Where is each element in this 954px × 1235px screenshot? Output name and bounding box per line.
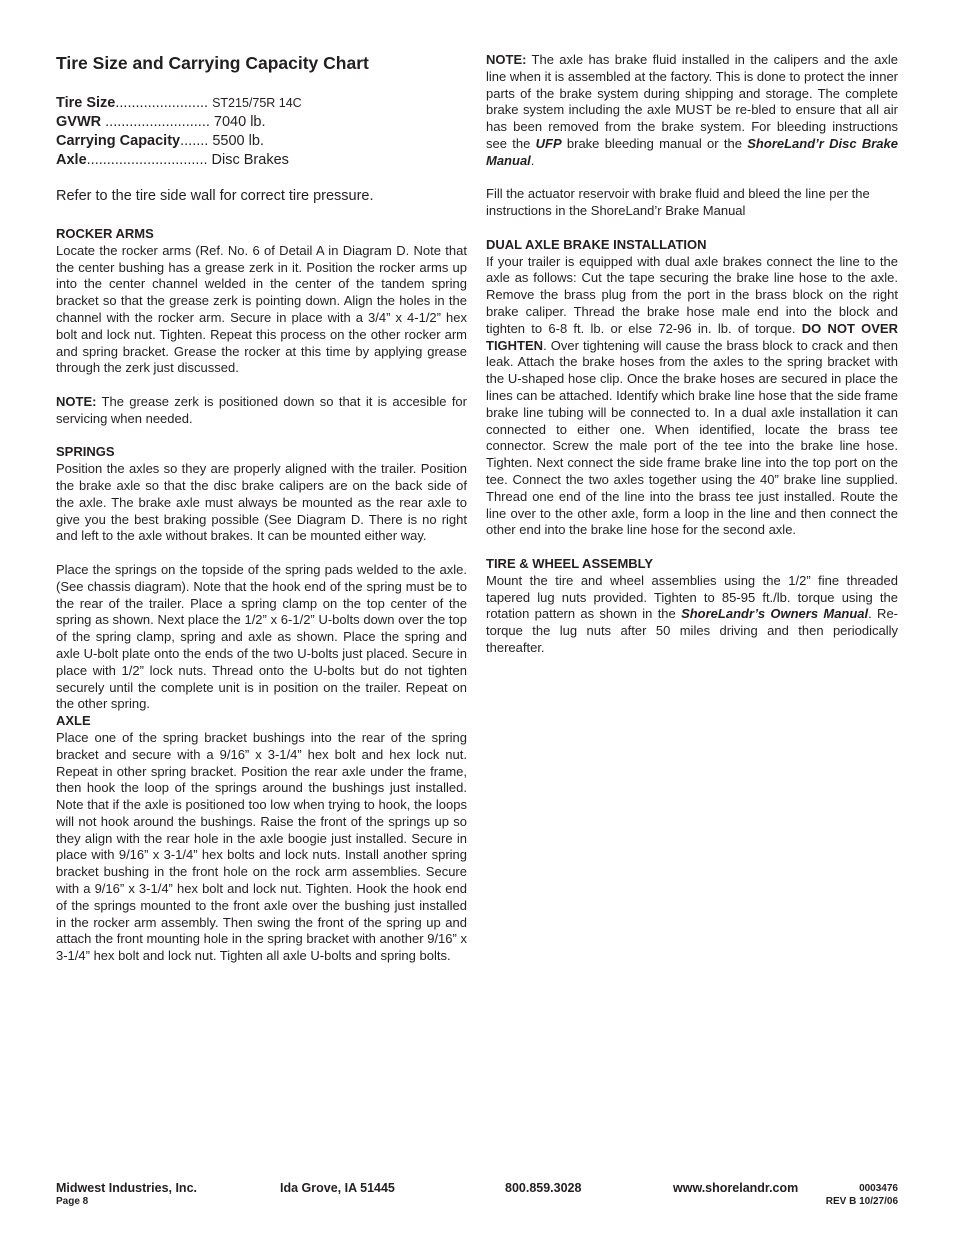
owners-manual-ref: ShoreLandr’s Owners Manual [681,606,869,622]
footer-doc-number: 0003476 [859,1183,898,1194]
note-label: NOTE: [486,52,527,67]
spec-value: 5500 lb. [212,133,264,149]
tire-wheel-body [486,573,898,657]
spec-dots: ....................... [115,95,209,111]
spec-row-tire-size [56,94,467,113]
spec-value: ST215/75R 14C [212,96,302,110]
spec-list [56,94,467,170]
tire-wheel-heading: TIRE & WHEEL ASSEMBLY [486,555,654,571]
body-text: If your trailer is equipped with dual axle brakes connect the line to the axle as follows: Cut the tape securing the brake line hose to the axle. Remove the brass plug from the port in the brass block on the right brake caliper. Thread the brake hose male end into the block and tighten to 6-8 ft. lb. or else 72-96 in. lb. of torque. [486,253,898,336]
spec-dots: .............................. [86,152,208,168]
note-text: The grease zerk is positioned down so that it is accesible for servicing when needed. [56,393,467,426]
dual-axle-body [486,254,898,540]
axle-heading: AXLE [56,713,91,729]
spec-row-axle [56,151,467,170]
footer-page-number: Page 8 [56,1196,89,1207]
rocker-arms-heading: ROCKER ARMS [56,226,154,241]
rocker-arms-note [56,394,467,428]
spec-label: Axle [56,152,87,168]
body-text: . Re-torque the lug nuts after 50 miles driving and then periodically thereafter. [486,606,899,655]
spec-label: Tire Size [56,95,116,111]
footer-revision: REV B 10/27/06 [825,1196,898,1207]
spec-row-gvwr [56,113,467,132]
spec-row-carrying-capacity [56,132,467,151]
spec-label: Carrying Capacity [56,133,181,149]
do-not-over-tighten-warning: DO NOT OVER TIGHTEN [486,320,898,353]
spec-label: GVWR [56,114,102,130]
tire-pressure-note: Refer to the tire side wall for correct tire pressure. [56,188,374,204]
dual-axle-heading: DUAL AXLE BRAKE INSTALLATION [486,236,707,252]
spec-value: 7040 lb. [213,114,266,130]
left-column [56,52,467,965]
brake-fluid-note [486,52,898,170]
disc-brake-manual-ref: ShoreLand’r Disc Brake Manual [486,135,898,168]
footer-phone: 800.859.3028 [505,1181,582,1195]
springs-paragraph-2: Place the springs on the topside of the spring pads welded to the axle. (See chassis diagram). Note that the hook end of the spring must be to the rear of the trailer. Place a spring clamp on the top center of the spring as shown. Next place the 1/2” x 6-1/2” U-bolts down over the top of the spring clamp, spring and axle as shown. Place the spring and axle U-bolt plate onto the ends of the two U-bolts just placed. Secure in place with 1/2” lock nuts. Thread onto the U-bolts but do not tighten securely until the complete unit is in position on the trailer. Repeat on the other spring. [56,561,467,712]
note-text: brake bleeding manual or the [561,135,748,151]
note-label: NOTE: [56,393,97,409]
springs-heading: SPRINGS [56,444,115,460]
note-text: The axle has brake fluid installed in the calipers and the axle line when it is assembled at the factory. This is done to protect the inner parts of the brake system during shipping and storage. The complete brake system including the axle MUST be re-bled to ensure that all air has been removed from the brake system. For bleeding instructions see the [486,52,898,151]
spec-dots: ....... [180,133,209,149]
footer-website: www.shorelandr.com [673,1181,799,1195]
axle-body: Place one of the spring bracket bushings into the rear of the spring bracket and secure with a 9/16” x 3-1/4” hex bolt and hex lock nut. Repeat in other spring bracket. Position the rear axle under the frame, then hook the loop of the springs around the bushings just installed. Note that if the axle is positioned too low when trying to hook, the loops will not hook around the bushings. Raise the front of the springs up so they align with the rear hole in the axle boogie just installed. Secure in place with 9/16” x 3-1/4” hex bolts and lock nuts. Install another spring bracket bushing in the front hole on the rock arm assemblies. Secure with a 9/16” x 3-1/4” hex bolt and lock nut. Tighten. Hook the hook end of the springs mounted to the front axle over the bushing just installed in the rocker arm assembly. Then swing the front of the spring up and attach the front mounting hole in the spring bracket with another 9/16” x 3-1/4” hex bolt and lock nut. Tighten all axle U-bolts and spring bolts. [56,729,467,964]
rocker-arms-body: Locate the rocker arms (Ref. No. 6 of Detail A in Diagram D. Note that the center bushing has a grease zerk in it. Position the rocker arms up into the center channel welded in the center of the tandem spring bracket so that the grease zerk is pointing down. Align the holes in the channel with the rocker arm. Secure in place with a 3/4” x 4-1/2” hex bolt and lock nut. Tighten. Repeat this process on the other rocker arm and spring bracket. Grease the rocker at this time by applying grease through the zerk just discussed. [56,242,467,376]
right-column [486,52,898,657]
note-text: . [530,152,535,168]
spec-value: Disc Brakes [211,152,289,168]
footer-company: Midwest Industries, Inc. [56,1181,197,1195]
footer-city: Ida Grove, IA 51445 [280,1181,395,1195]
spec-dots: .......................... [105,114,210,130]
springs-paragraph-1: Position the axles so they are properly aligned with the trailer. Position the brake axle so that the disc brake calipers are on the back side of the axle. The brake axle must always be mounted as the rear axle to give you the best braking possible (See Diagram D. There is no right and left to the axle without brakes. It can be mounted either way. [56,461,467,544]
fill-reservoir-text: Fill the actuator reservoir with brake fluid and bleed the line per the instructions in the ShoreLand’r Brake Manual [486,186,870,219]
chart-title: Tire Size and Carrying Capacity Chart [56,53,369,73]
page-footer [56,1180,898,1210]
body-text: . Over tightening will cause the brass block to crack and then leak. Attach the brake hoses from the axles to the spring bracket with the U-shaped hose clip. Once the brake hoses are secured in place the lines can be attached. Identify which brake line hose that the side frame brake line tubing will be connected to. In a dual axle installation it can connected to either one. When identified, locate the brass tee connector. Screw the male port of the tee into the brake line hose. Tighten. Next connect the side frame brake line into the top port on the tee. Connect the two axles together using the 40” brake line supplied. Thread one end of the line into the brass tee just installed. Route the line over to the other axle, form a loop in the line and then connect the other end into the brake line hose for the second axle. [486,337,898,538]
body-text: Mount the tire and wheel assemblies using the 1/2” fine threaded tapered lug nuts provided. Tighten to 85-95 ft./lb. torque using the rotation pattern as shown in the [486,572,898,622]
ufp-manual-ref: UFP [535,135,562,151]
